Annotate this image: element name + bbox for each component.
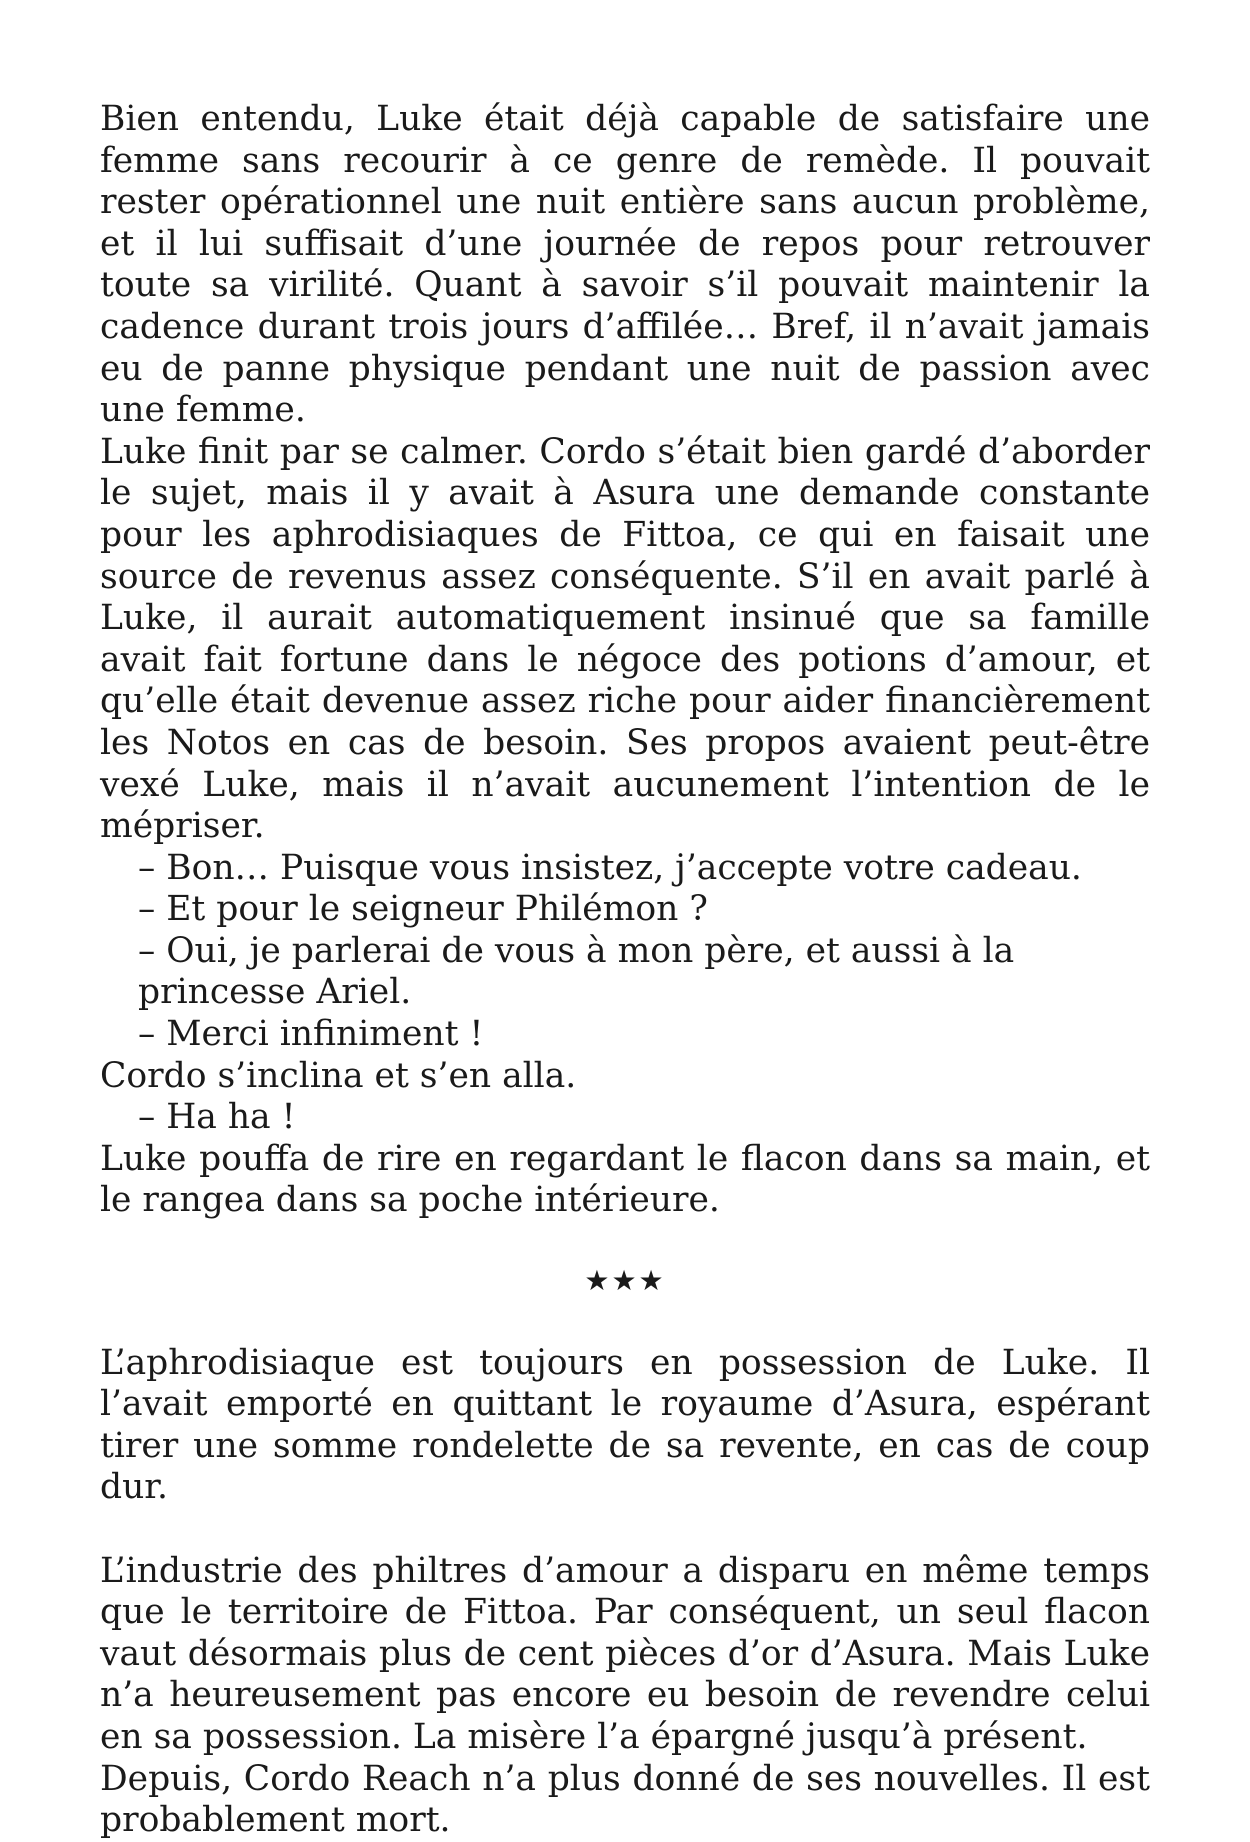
paragraph: L’aphrodisiaque est toujours en possession de Luke. Il l’avait emporté en quittant le royaume d’Asura, espérant tirer une somme rondelette de sa revente, en cas de coup dur. xyxy=(100,1342,1150,1508)
dialogue-line: – Merci infiniment ! xyxy=(138,1014,484,1055)
blank-line xyxy=(100,1509,1150,1551)
paragraph: Bien entendu, Luke était déjà capable de satisfaire une femme sans recourir à ce genre de remède. Il pouvait rester opérationnel une nuit entière sans aucun problème, et il lui suffisait d’une journée de repos pour retrouver toute sa virilité. Quant à savoir s’il pouvait maintenir la cadence durant trois jours d’affilée… Bref, il n’avait jamais eu de panne physique pendant une nuit de passion avec une femme. xyxy=(100,99,1150,431)
dialogue-line: – Oui, je parlerai de vous à mon père, et aussi à la princesse Ariel. xyxy=(138,930,1015,1013)
dialogue-line: – Bon… Puisque vous insistez, j’accepte votre cadeau. xyxy=(138,847,1082,888)
paragraph: L’industrie des philtres d’amour a disparu en même temps que le territoire de Fittoa. Par conséquent, un seul flacon vaut désormais plus de cent pièces d’or d’Asura. Mais Luke n’a heureusement pas encore eu besoin de revendre celui en sa possession. La misère l’a épargné jusqu’à présent. xyxy=(100,1550,1150,1757)
book-page xyxy=(100,99,1150,1842)
dialogue-line: – Et pour le seigneur Philémon ? xyxy=(138,889,708,930)
paragraph: Luke pouffa de rire en regardant le flacon dans sa main, et le rangea dans sa poche intérieure. xyxy=(100,1138,1150,1221)
dialogue-line: – Ha ha ! xyxy=(138,1097,296,1138)
paragraph: Depuis, Cordo Reach n’a plus donné de ses nouvelles. Il est probablement mort. xyxy=(100,1758,1150,1841)
scene-separator: ★★★ xyxy=(584,1264,666,1298)
paragraph: Luke finit par se calmer. Cordo s’était bien gardé d’aborder le sujet, mais il y avait à Asura une demande constante pour les aphrodisiaques de Fittoa, ce qui en faisait une source de revenus assez conséquente. S’il en avait parlé à Luke, il aurait automatiquement insinué que sa famille avait fait fortune dans le négoce des potions d’amour, et qu’elle était devenue assez riche pour aider financièrement les Notos en cas de besoin. Ses propos avaient peut-être vexé Luke, mais il n’avait aucunement l’intention de le mépriser. xyxy=(100,431,1150,847)
paragraph: Cordo s’inclina et s’en alla. xyxy=(100,1055,577,1096)
